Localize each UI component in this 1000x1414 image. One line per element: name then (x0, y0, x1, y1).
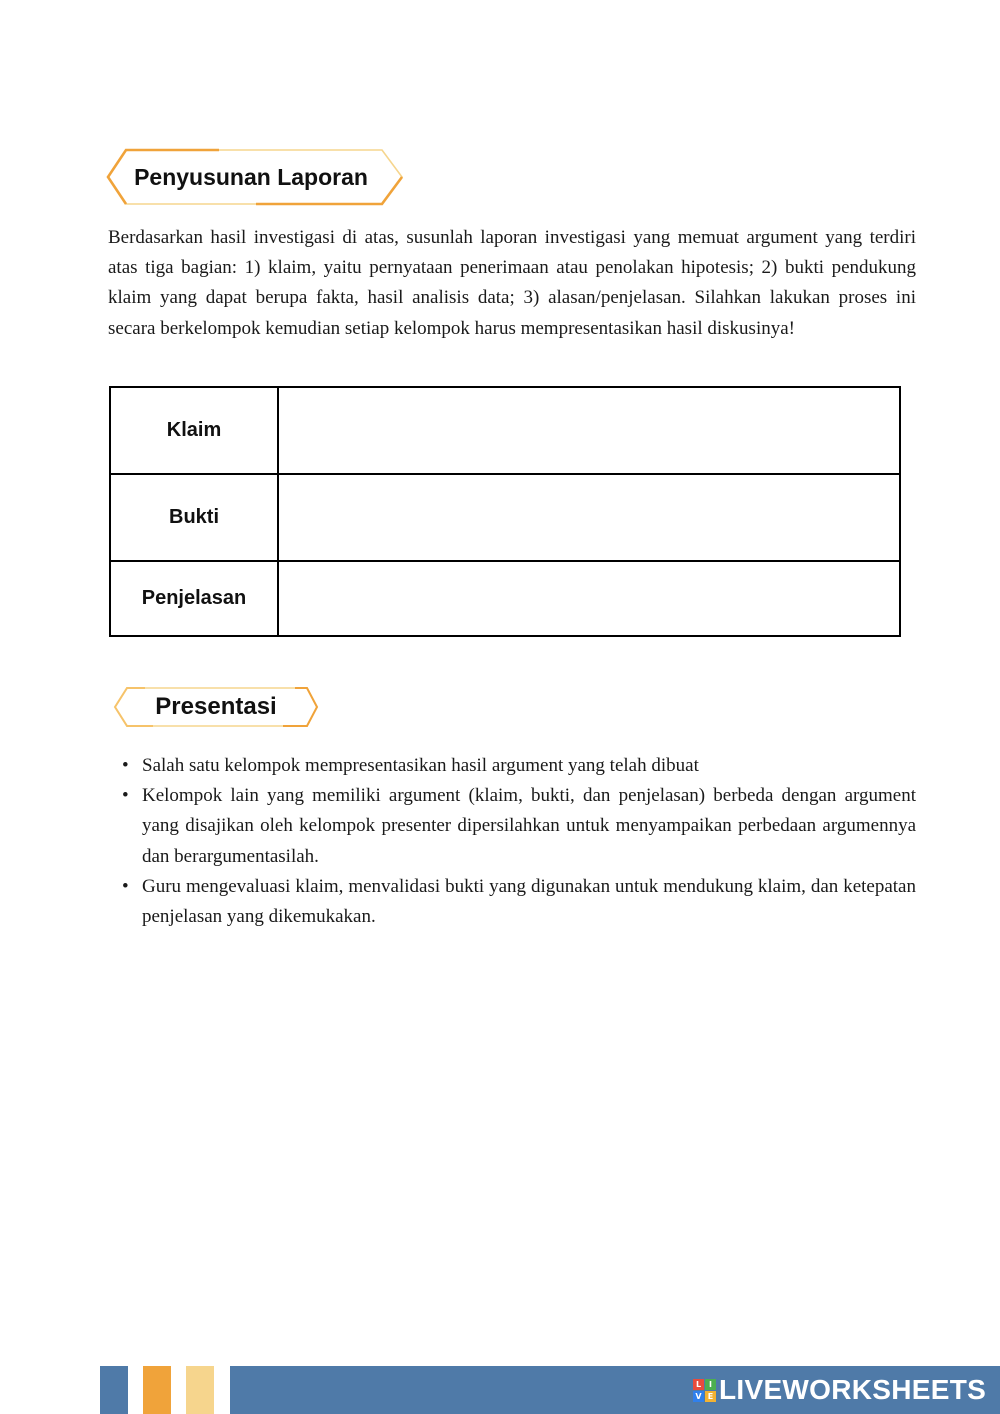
section-title-badge (106, 148, 404, 206)
row-label-bukti: Bukti (110, 474, 278, 561)
table-row (110, 561, 900, 636)
list-item: • Guru mengevaluasi klaim, menvalidasi bukti yang digunakan untuk mendukung klaim, dan ketepatan penjelasan yang dikemukakan. (142, 872, 916, 932)
footer-stripe-blue (100, 1366, 128, 1414)
argument-table (109, 386, 901, 637)
section-title: Presentasi (155, 693, 277, 720)
list-item: • Salah satu kelompok mempresentasikan hasil argument yang telah dibuat (142, 751, 916, 781)
row-label-penjelasan: Penjelasan (110, 561, 278, 636)
table-row (110, 474, 900, 561)
footer-stripe-light-orange (186, 1366, 214, 1414)
row-label-klaim: Klaim (110, 387, 278, 474)
klaim-answer-cell[interactable] (278, 387, 900, 474)
penjelasan-answer-cell[interactable] (278, 561, 900, 636)
list-item: • Kelompok lain yang memiliki argument (klaim, bukti, dan penjelasan) berbeda dengan argument yang disajikan oleh kelompok presenter dipersilahkan untuk menyampaikan perbedaan argumennya dan berargumentasilah. (142, 781, 916, 872)
instruction-paragraph: Berdasarkan hasil investigasi di atas, susunlah laporan investigasi yang memuat argument yang terdiri atas tiga bagian: 1) klaim, yaitu pernyataan penerimaan atau penolakan hipotesis; 2) bukti pendukung klaim yang dapat berupa fakta, hasil analisis data; 3) alasan/penjelasan. Silahkan lakukan proses ini secara berkelompok kemudian setiap kelompok harus mempresentasikan hasil diskusinya! (108, 227, 916, 339)
section-title-badge (113, 686, 319, 728)
bukti-answer-cell[interactable] (278, 474, 900, 561)
presentation-list (142, 751, 916, 932)
footer-stripe-orange (143, 1366, 171, 1414)
brand-name: LIVEWORKSHEETS (719, 1374, 987, 1405)
section-title: Penyusunan Laporan (134, 163, 368, 190)
liveworksheets-logo-icon: L I V E (693, 1379, 716, 1402)
liveworksheets-brand[interactable] (693, 1374, 986, 1406)
table-row (110, 387, 900, 474)
